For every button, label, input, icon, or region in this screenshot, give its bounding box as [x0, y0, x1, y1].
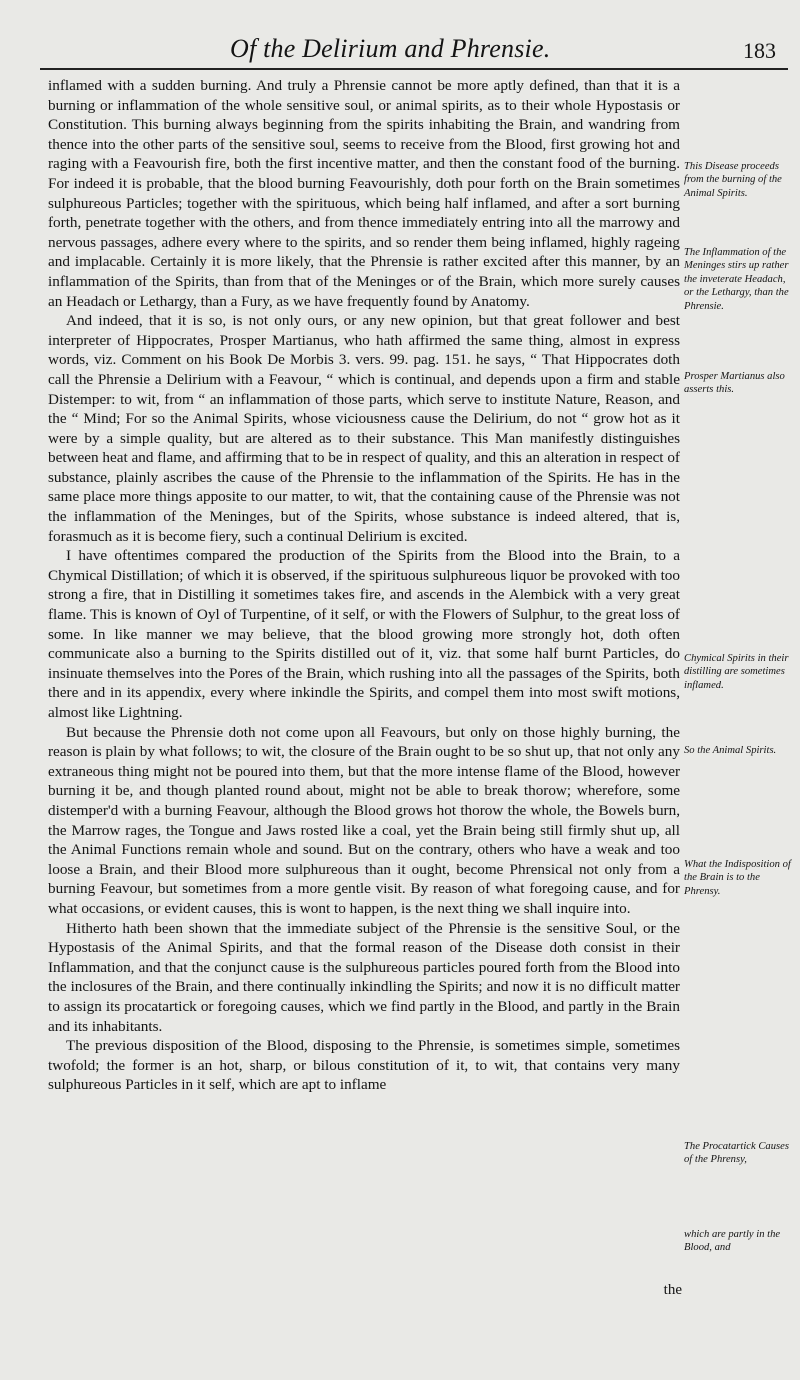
margin-note-7: The Procatartick Causes of the Phrensy,: [684, 1141, 789, 1166]
margin-note-3: Prosper Martianus also asserts this.: [684, 371, 785, 396]
paragraph-6: The previous disposition of the Blood, disposing to the Phrensie, is sometimes simple, sometimes twofold; the former is an hot, sharp, or bilous constitution of it, to wit, that contains very many sulphureous Particles in it self, which are apt to inflame: [48, 1037, 680, 1094]
paragraph-2: And indeed, that it is so, is not only ours, or any new opinion, but that great follower and best interpreter of Hippocrates, Prosper Martianus, who hath affirmed the same thing, almost in express words, viz. Comment on his Book De Morbis 3. vers. 99. pag. 151. he says, “ That Hippocrates doth call the Phrensie a Delirium with a Feavour, “ which is continual, and depends upon a firm and stable Distemper: to wit, from “ an inflammation of those parts, which serve to institute Nature, Reason, and the “ Mind; For so the Animal Spirits, whose viciousness cause the Delirium, do not “ grow hot as it were by a simple quality, but are altered as to their substance. This Man manifestly distinguishes between heat and flame, and affirming that to be in respect of quality, and this an alteration in respect of substance, plainly ascribes the cause of the Phrensie to the inflammation of the Spirits. He has in the same place more things apposite to our matter, to wit, that the containing cause of the Phrensie was not the inflammation of the Meninges, but of the Spirits, whose substance is indeed altered, that is, forasmuch as it is become fiery, such a continual Delirium is excited.: [48, 312, 680, 545]
margin-notes: [684, 0, 796, 1380]
main-text-column: [48, 76, 680, 1095]
header-rule: [40, 68, 788, 70]
margin-note-4: Chymical Spirits in their distilling are sometimes inflamed.: [684, 653, 789, 691]
paragraph-4: But because the Phrensie doth not come upon all Feavours, but only on those highly burning, the reason is plain by what follows; to wit, the closure of the Brain ought to be so shut up, that not only any extraneous thing might not be poured into them, but that the more intense flame of the Blood, however burning it be, and though planted round about, might not be able to break thorow; wherefore, some distemper'd with a burning Feavour, although the Blood grows hot thorow the whole, the Bowels burn, the Marrow rages, the Tongue and Jaws rosted like a coal, yet the Brain being still firmly shut up, all the Animal Functions remain whole and sound. But on the contrary, others who have a weak and too loose a Brain, and their Blood more sulphureous than it ought, become Phrensical not only from a burning Feavour, but sometimes from a more gentle visit. By reason of what foregoing cause, and for what occasions, or evident causes, this is wont to happen, is the next thing we shall inquire into.: [48, 723, 680, 917]
paragraph-1: inflamed with a sudden burning. And truly a Phrensie cannot be more aptly defined, than that it is a burning or inflammation of the whole sensitive soul, or animal spirits, as to their whole Hypostasis or Constitution. This burning always beginning from the spirits inhabiting the Brain, and wandring from thence into the other parts of the sensitive soul, seems to receive from the Blood, first growing hot and raging with a Feavourish fire, both the first incentive matter, and then the constant food of the burning. For indeed it is probable, that the blood burning Feavourishly, doth pour forth on the Brain sometimes sulphureous Particles; together with the spirituous, which being half inflamed, and after a sort burning forth, penetrate together with the others, and from thence immediately entring into all the marrowy and nervous passages, adhere every where to the spirits, and so render them being inflamed, highly rageing and implacable. Certainly it is more likely, that the Phrensie is rather excited after this manner, by an inflammation of the Spirits, than from that of the Meninges or of the Brain, which more surely causes an Headach or Lethargy, than a Fury, as we have frequently found by Anatomy.: [48, 77, 680, 310]
paragraph-5: Hitherto hath been shown that the immediate subject of the Phrensie is the sensitive Soul, or the Hypostasis of the Animal Spirits, and that the formal reason of the Disease doth consist in their Inflammation, and that the conjunct cause is the sulphureous particles poured forth from the Blood into the inclosures of the Brain, and there continually inkindling the Spirits; and now it is no difficult matter to assign its procatartick or foregoing causes, which we find partly in the Blood, and partly in the Brain and its inhabitants.: [48, 919, 680, 1035]
paragraph-3: I have oftentimes compared the production of the Spirits from the Blood into the Brain, to a Chymical Distillation; of which it is observed, if the spirituous sulphureous liquor be provoked with too strong a fire, that in Distilling it sometimes takes fire, and ascends in the Alembick with a very great flame. This is known of Oyl of Turpentine, of it self, or with the Flowers of Sulphur, to the great loss of some. In like manner we may believe, that the blood growing more strongly hot, doth often communicate also a burning to the Spirits distilled out of it, viz. that some half burnt Particles, do insinuate themselves into the Pores of the Brain, which rushing into all the passages of the Spirits, both there and in its appendix, every where inkindle the Spirits, and compel them into most swift motions, almost like Lightning.: [48, 547, 680, 721]
running-head: Of the Delirium and Phrensie.: [230, 34, 551, 63]
page-number: 183: [743, 38, 776, 63]
page-header: [40, 28, 788, 68]
margin-note-8: which are partly in the Blood, and: [684, 1229, 781, 1254]
margin-note-5: So the Animal Spirits.: [684, 745, 777, 756]
margin-note-6: What the Indisposition of the Brain is to the Phrensy.: [684, 859, 791, 897]
catchword: the: [663, 1282, 682, 1298]
margin-note-1: This Disease proceeds from the burning of the Animal Spirits.: [684, 161, 782, 199]
margin-note-2: The Inflammation of the Meninges stirs up rather the inveterate Headach, or the Lethargy, than the Phrensie.: [684, 247, 789, 312]
